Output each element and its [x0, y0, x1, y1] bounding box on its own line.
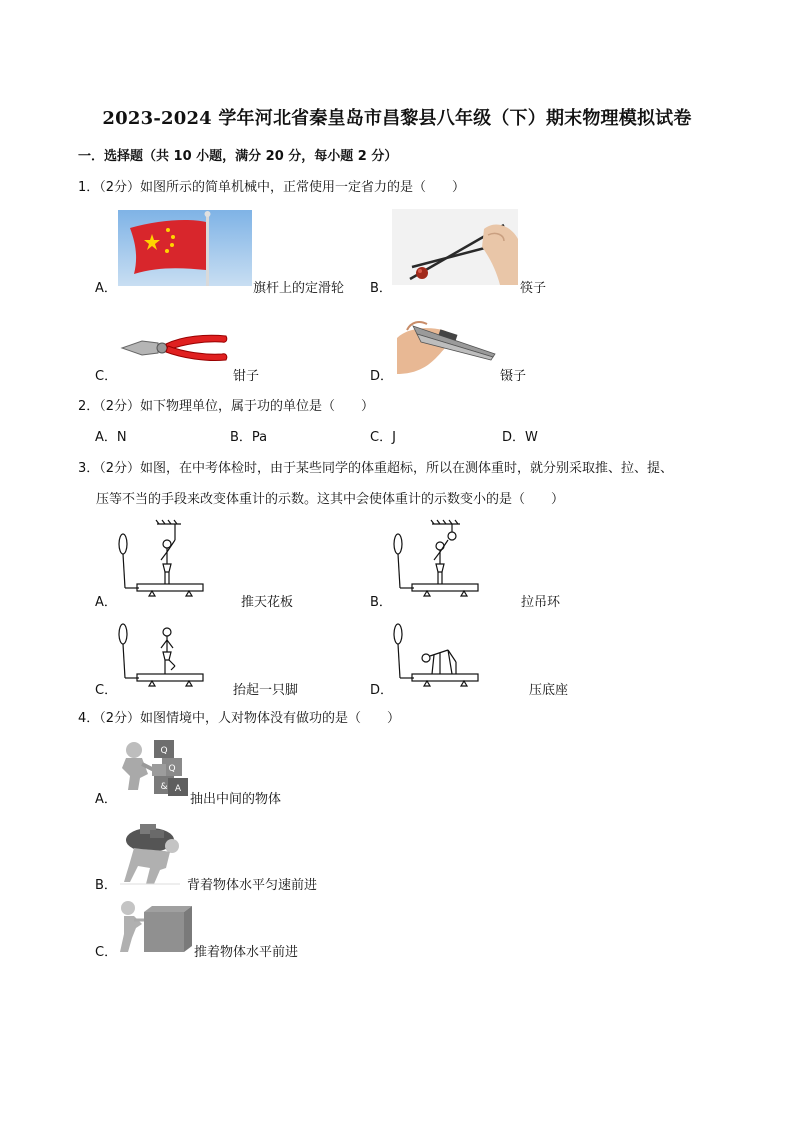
- question-2-stem: 2．（2分）如下物理单位，属于功的单位是（ ）: [78, 399, 375, 414]
- q2-option-d[interactable]: D．W: [502, 430, 538, 445]
- carry-load-figure: [120, 820, 186, 886]
- push-box-figure: [118, 898, 194, 954]
- q4-option-c-letter[interactable]: C．: [95, 945, 118, 960]
- q1-option-a-caption: 旗杆上的定滑轮: [253, 281, 345, 296]
- q3-option-b-letter[interactable]: B．: [370, 595, 392, 610]
- block-letter-amp: &: [160, 782, 168, 792]
- pull-ring-diagram: [390, 518, 485, 602]
- question-3-stem-line1: 3．（2分）如图，在中考体检时，由于某些同学的体重超标，所以在测体重时，就分别采取推、拉、提、: [78, 461, 674, 476]
- q1-option-b-letter[interactable]: B．: [370, 281, 392, 296]
- q4-option-a-letter[interactable]: A．: [95, 792, 117, 807]
- flag-pole-image: [118, 210, 252, 286]
- page-title: 2023-2024 学年河北省秦皇岛市昌黎县八年级（下）期末物理模拟试卷: [102, 108, 692, 129]
- push-ceiling-diagram: [115, 518, 210, 602]
- tweezers-image: [397, 308, 497, 374]
- q3-option-a-caption: 推天花板: [241, 595, 294, 610]
- block-letter-q1: Q: [160, 746, 168, 756]
- q3-option-a-letter[interactable]: A．: [95, 595, 117, 610]
- press-base-diagram: [390, 620, 485, 692]
- block-letter-q2: Q: [168, 764, 176, 774]
- q3-option-d-letter[interactable]: D．: [370, 683, 394, 698]
- q4-option-b-caption: 背着物体水平匀速前进: [187, 878, 318, 893]
- q4-option-b-letter[interactable]: B．: [95, 878, 117, 893]
- question-3-stem-line2: 压等不当的手段来改变体重计的示数。这其中会使体重计的示数变小的是（ ）: [96, 492, 565, 507]
- chopsticks-image: [392, 209, 518, 285]
- q3-option-d-caption: 压底座: [529, 683, 569, 698]
- q3-option-b-caption: 拉吊环: [521, 595, 561, 610]
- section-heading: 一．选择题（共 10 小题，满分 20 分，每小题 2 分）: [78, 149, 398, 164]
- q3-option-c-letter[interactable]: C．: [95, 683, 118, 698]
- q1-option-b-caption: 筷子: [520, 281, 547, 296]
- question-1-stem: 1．（2分）如图所示的简单机械中，正常使用一定省力的是（ ）: [78, 180, 466, 195]
- block-letter-a: A: [174, 784, 182, 794]
- q3-option-c-caption: 抬起一只脚: [233, 683, 299, 698]
- q1-option-a-letter[interactable]: A．: [95, 281, 117, 296]
- q1-option-d-letter[interactable]: D．: [370, 369, 394, 384]
- pliers-image: [118, 330, 230, 366]
- q2-option-c[interactable]: C．J: [370, 430, 396, 445]
- question-4-stem: 4．（2分）如图情境中，人对物体没有做功的是（ ）: [78, 711, 401, 726]
- q1-option-d-caption: 镊子: [500, 369, 527, 384]
- q4-option-a-caption: 抽出中间的物体: [190, 792, 282, 807]
- q2-option-a[interactable]: A．N: [95, 430, 127, 445]
- q4-option-c-caption: 推着物体水平前进: [194, 945, 299, 960]
- pull-block-figure: [118, 738, 190, 800]
- lift-foot-diagram: [115, 620, 210, 692]
- q2-option-b[interactable]: B．Pa: [230, 430, 268, 445]
- q1-option-c-caption: 钳子: [233, 369, 260, 384]
- q1-option-c-letter[interactable]: C．: [95, 369, 118, 384]
